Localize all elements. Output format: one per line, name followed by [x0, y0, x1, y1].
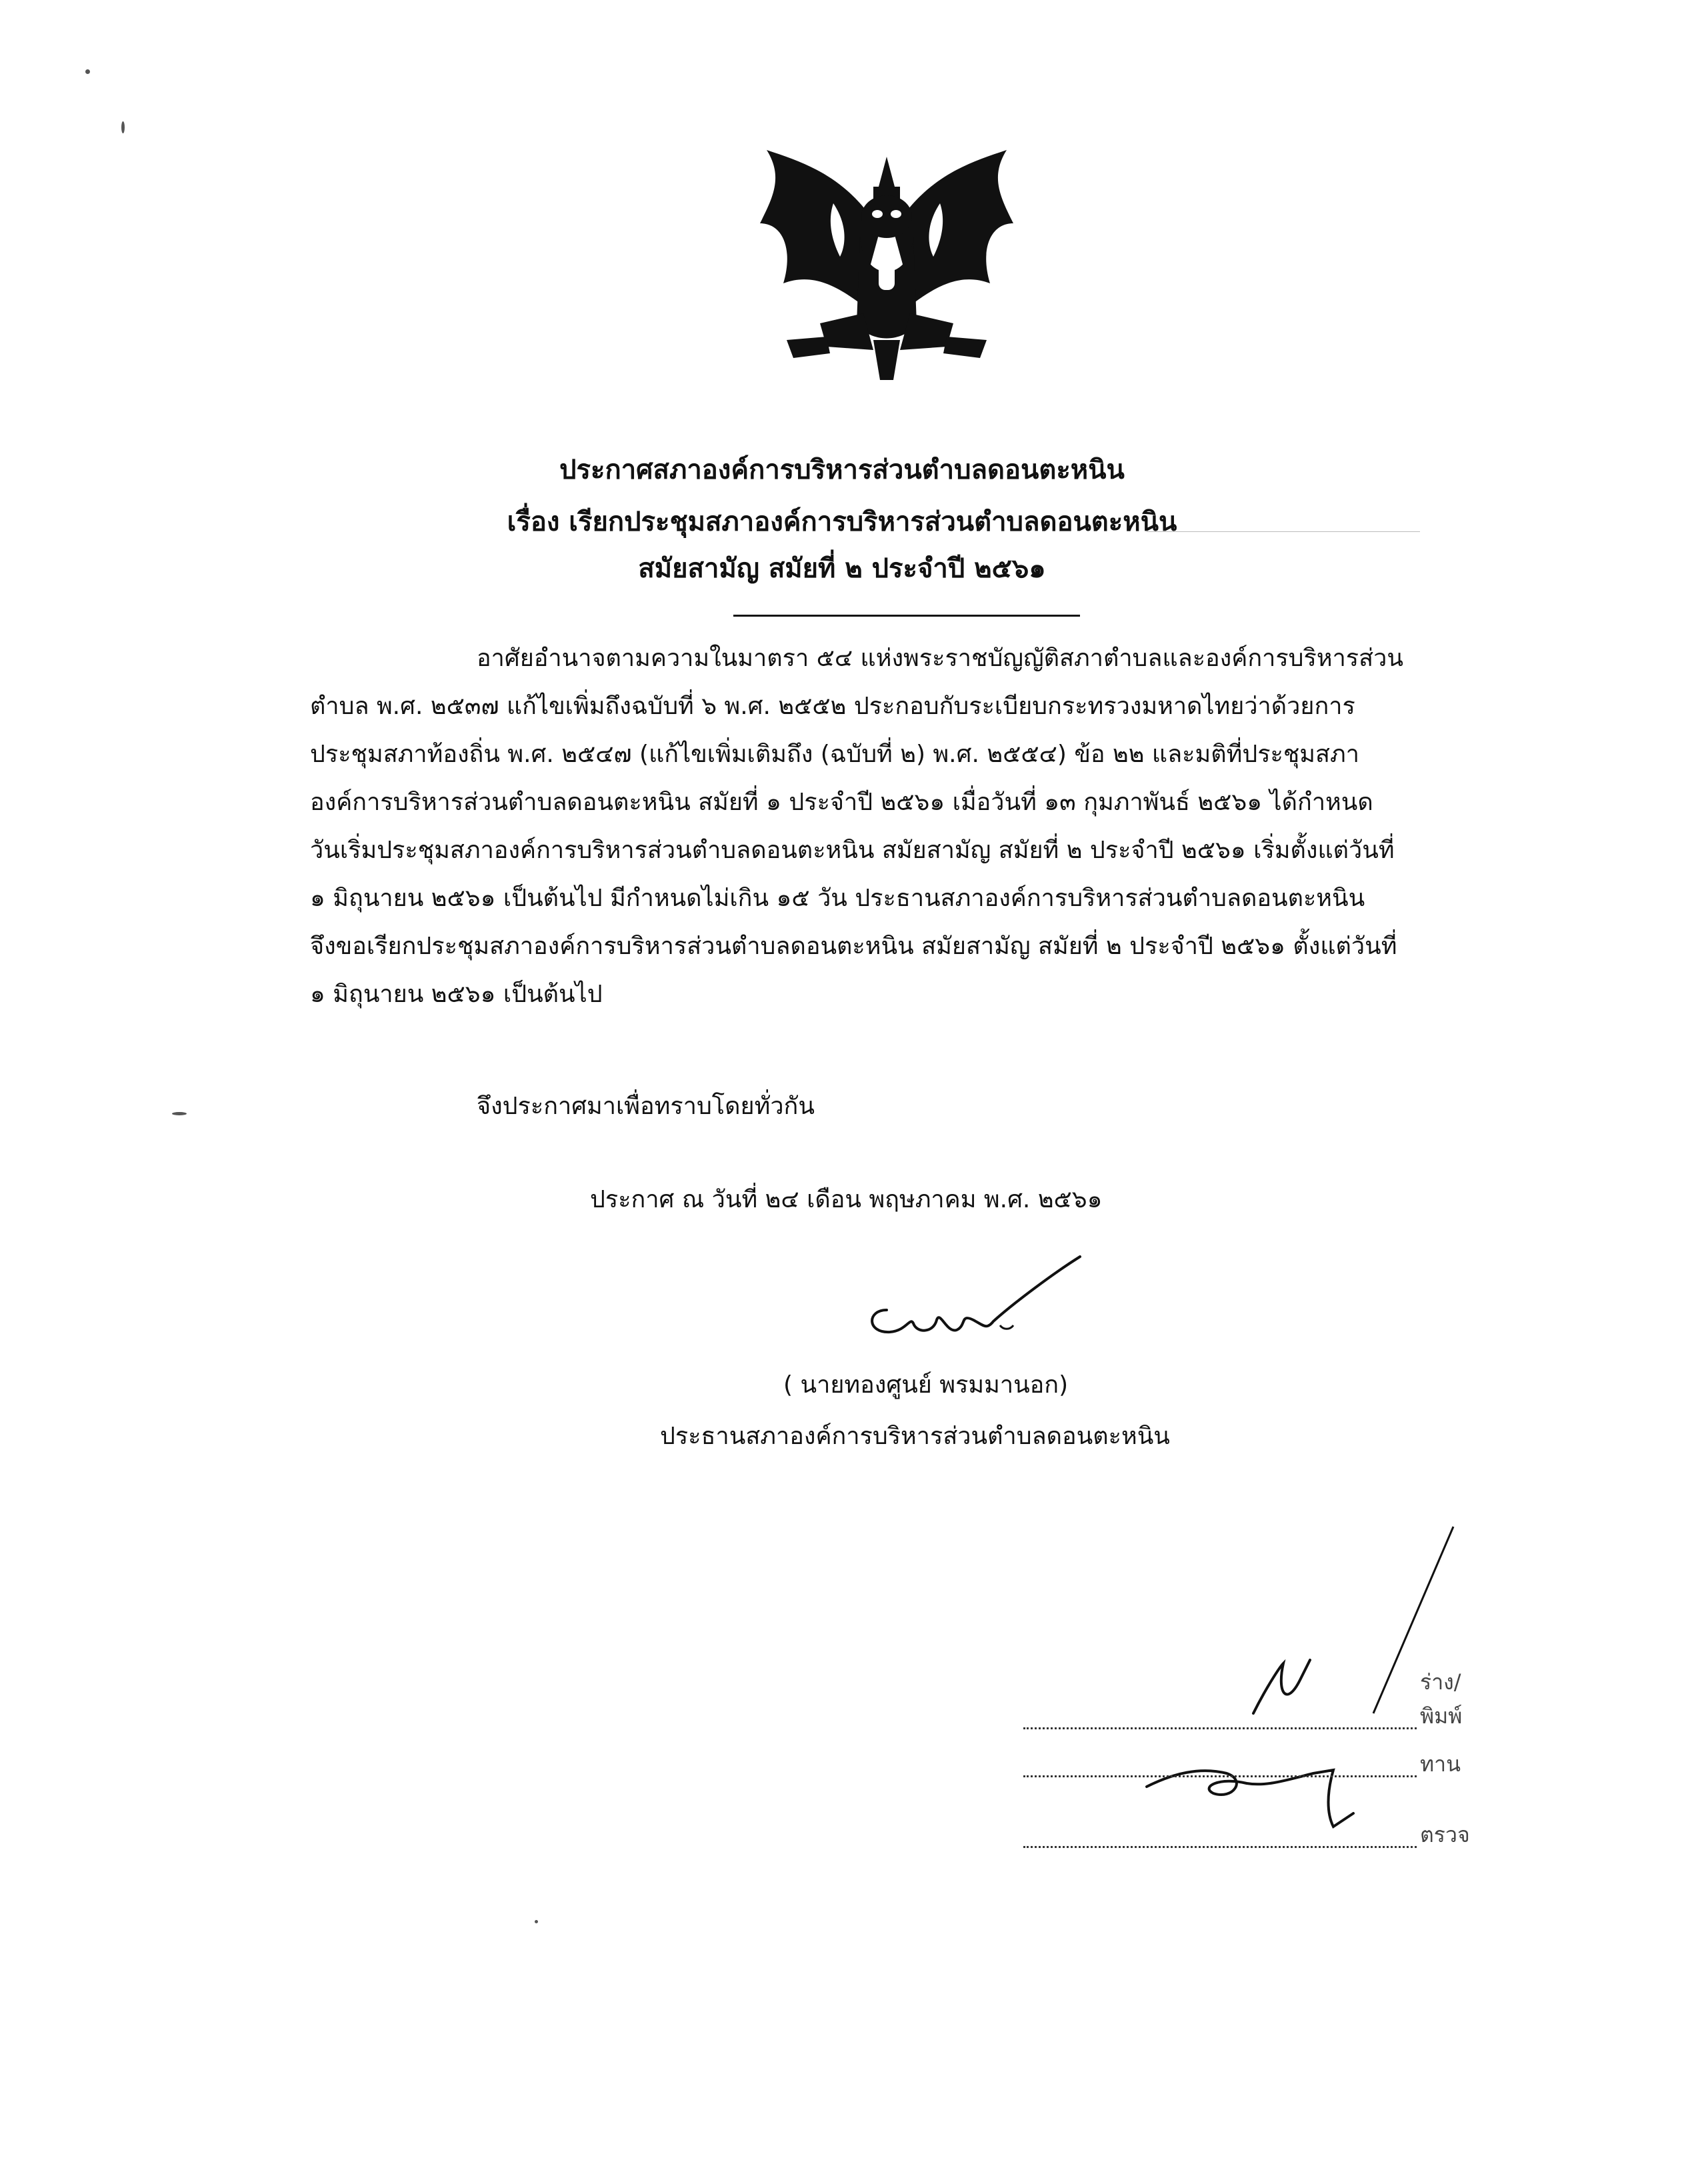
body-line: ๑ มิถุนายน ๒๕๖๑ เป็นต้นไป มีกำหนดไม่เกิน ๑๕ วัน ประธานสภาองค์การบริหารส่วนตำบลดอนตะหนิน [310, 885, 1365, 912]
drafter-label: ร่าง/พิมพ์ [1420, 1669, 1463, 1729]
body-line: วันเริ่มประชุมสภาองค์การบริหารส่วนตำบลดอนตะหนิน สมัยสามัญ สมัยที่ ๒ ประจำปี ๒๕๖๑ เริ่มตั้งแต่วันที่ [310, 837, 1395, 864]
body-line: ตำบล พ.ศ. ๒๕๓๗ แก้ไขเพิ่มถึงฉบับที่ ๖ พ.ศ. ๒๕๕๒ ประกอบกับระเบียบกระทรวงมหาดไทยว่าด้วยการ [310, 693, 1355, 720]
body-line: จึงขอเรียกประชุมสภาองค์การบริหารส่วนตำบลดอนตะหนิน สมัยสามัญ สมัยที่ ๒ ประจำปี ๒๕๖๑ ตั้งแต่วันที่ [310, 933, 1397, 960]
body-line: องค์การบริหารส่วนตำบลดอนตะหนิน สมัยที่ ๑ ประจำปี ๒๕๖๑ เมื่อวันที่ ๑๓ กุมภาพันธ์ ๒๕๖๑ ได้กำหนด [310, 789, 1373, 816]
body-line: อาศัยอำนาจตามความในมาตรา ๕๔ แห่งพระราชบัญญัติสภาตำบลและองค์การบริหารส่วน [477, 645, 1403, 672]
session-line: สมัยสามัญ สมัยที่ ๒ ประจำปี ๒๕๖๑ [638, 553, 1046, 584]
reviewer-row [1023, 1751, 1490, 1781]
announcement-title: ประกาศสภาองค์การบริหารส่วนตำบลดอนตะหนิน [559, 455, 1125, 485]
signer-title: ประธานสภาองค์การบริหารส่วนตำบลดอนตะหนิน [660, 1423, 1170, 1450]
scan-speck [535, 1920, 538, 1923]
subject-underline [1147, 531, 1420, 532]
checker-row [1023, 1822, 1490, 1852]
scan-speck [85, 69, 90, 74]
reviewer-label: ทาน [1420, 1751, 1461, 1777]
chairman-signature [860, 1247, 1100, 1353]
signer-name: ( นายทองศูนย์ พรมมานอก) [783, 1371, 1069, 1399]
announcement-subject: เรื่อง เรียกประชุมสภาองค์การบริหารส่วนตำบลดอนตะหนิน [507, 507, 1177, 537]
title-divider [733, 615, 1080, 617]
checker-label: ตรวจ [1420, 1822, 1470, 1847]
drafter-row [1023, 1669, 1490, 1733]
body-paragraph [310, 635, 1507, 1021]
body-line: ๑ มิถุนายน ๒๕๖๑ เป็นต้นไป [310, 981, 603, 1008]
garuda-emblem-icon [747, 150, 1027, 383]
scan-speck [172, 1112, 187, 1115]
scan-speck [121, 121, 125, 133]
announcement-date: ประกาศ ณ วันที่ ๒๔ เดือน พฤษภาคม พ.ศ. ๒๕๖๑ [590, 1186, 1103, 1213]
body-line: ประชุมสภาท้องถิ่น พ.ศ. ๒๕๔๗ (แก้ไขเพิ่มเติมถึง (ฉบับที่ ๒) พ.ศ. ๒๕๕๔) ข้อ ๒๒ และมติที่ประชุมสภา [310, 741, 1359, 768]
closing-statement: จึงประกาศมาเพื่อทราบโดยทั่วกัน [477, 1093, 815, 1120]
